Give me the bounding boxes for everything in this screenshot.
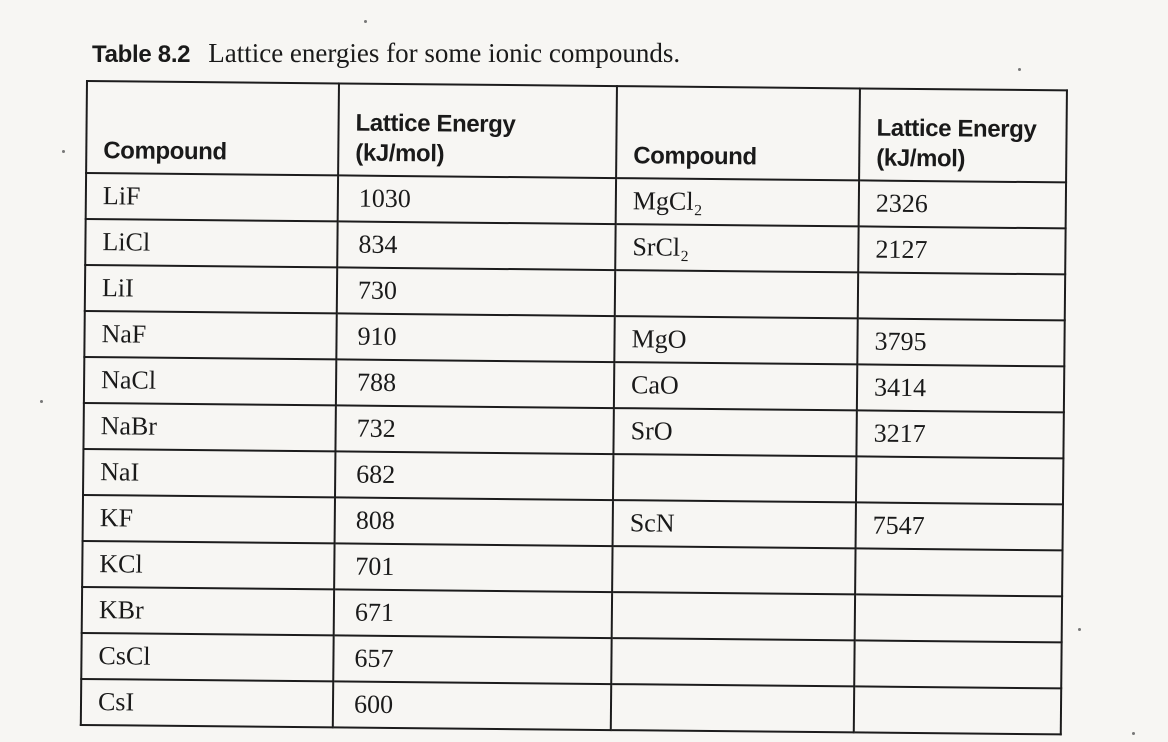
energy-cell: 7547 — [856, 502, 1063, 550]
compound-cell: NaCl — [84, 357, 336, 405]
compound-cell: KF — [83, 495, 335, 543]
energy-cell: 3217 — [856, 410, 1063, 458]
energy-cell — [855, 548, 1062, 596]
energy-cell: 600 — [333, 681, 611, 730]
compound-cell: MgO — [614, 316, 857, 364]
energy-cell: 730 — [337, 267, 615, 316]
energy-cell — [855, 594, 1062, 642]
energy-cell — [854, 686, 1061, 734]
lattice-energy-table — [80, 80, 1068, 735]
compound-cell — [612, 592, 855, 640]
table-number: Table 8.2 — [92, 41, 191, 68]
energy-cell: 682 — [335, 451, 613, 500]
table-caption — [92, 38, 680, 69]
compound-cell — [612, 546, 855, 594]
compound-cell: LiF — [86, 173, 338, 221]
energy-cell: 671 — [334, 589, 612, 638]
compound-cell: CsI — [81, 679, 333, 727]
energy-cell: 2326 — [859, 180, 1066, 228]
energy-cell: 3414 — [857, 364, 1064, 412]
compound-cell: ScN — [613, 500, 856, 548]
compound-header-right: Compound — [616, 86, 860, 180]
energy-cell: 1030 — [338, 175, 616, 224]
scan-speck — [364, 20, 367, 23]
energy-header-label: Lattice Energy — [876, 114, 1037, 144]
compound-cell: CaO — [614, 362, 857, 410]
energy-cell: 657 — [333, 635, 611, 684]
compound-cell: NaI — [83, 449, 335, 497]
scan-speck — [1018, 68, 1021, 71]
compound-cell: SrCl₂ — [615, 224, 858, 272]
compound-cell: KCl — [82, 541, 334, 589]
compound-cell — [611, 684, 854, 732]
energy-header-unit: (kJ/mol) — [876, 144, 966, 173]
energy-cell — [854, 640, 1061, 688]
compound-cell: MgCl₂ — [616, 178, 859, 226]
compound-cell: NaF — [84, 311, 336, 359]
energy-cell: 910 — [336, 313, 614, 362]
scan-speck — [40, 400, 43, 403]
header-row — [86, 81, 1067, 182]
energy-cell: 701 — [334, 543, 612, 592]
energy-cell: 3795 — [857, 318, 1064, 366]
compound-cell: NaBr — [83, 403, 335, 451]
compound-header-left: Compound — [86, 81, 339, 175]
table-title: Lattice energies for some ionic compounds. — [208, 38, 681, 68]
compound-cell: LiCl — [85, 219, 337, 267]
compound-cell: CsCl — [81, 633, 333, 681]
scan-speck — [62, 150, 65, 153]
energy-cell: 834 — [337, 221, 615, 270]
table-row — [81, 679, 1061, 734]
energy-header-right — [859, 88, 1067, 182]
compound-cell — [613, 454, 856, 502]
compound-cell — [611, 638, 854, 686]
compound-cell — [615, 270, 858, 318]
compound-cell: SrO — [613, 408, 856, 456]
energy-header-label: Lattice Energy — [355, 109, 516, 139]
energy-header-left — [338, 83, 617, 178]
compound-cell: LiI — [85, 265, 337, 313]
energy-cell — [858, 272, 1065, 320]
energy-header-unit: (kJ/mol) — [355, 139, 445, 168]
energy-cell: 808 — [335, 497, 613, 546]
scan-speck — [1078, 628, 1081, 631]
scan-speck — [1132, 732, 1135, 735]
compound-cell: KBr — [82, 587, 334, 635]
energy-cell: 2127 — [858, 226, 1065, 274]
energy-cell — [856, 456, 1063, 504]
energy-cell: 732 — [335, 405, 613, 454]
energy-cell: 788 — [336, 359, 614, 408]
